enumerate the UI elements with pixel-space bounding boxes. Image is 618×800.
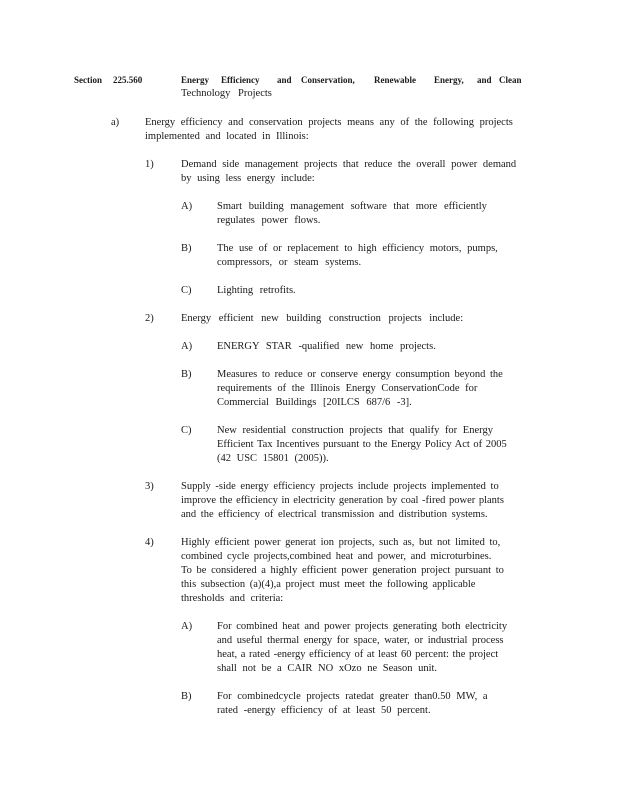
item-4-line: this subsection (a)(4),a project must meet the following applicable — [181, 579, 476, 590]
title-word: Energy, — [434, 75, 464, 85]
item-4A-line: heat, a rated -energy efficiency of at least 60 percent: the project — [217, 649, 499, 660]
item-2A-line: ENERGY STAR -qualified new home projects. — [217, 341, 436, 352]
item-1A-line: Smart building management software that more efficiently — [217, 201, 487, 212]
item-2-line: Energy efficient new building construction projects include: — [181, 313, 464, 324]
item-2B-line: Commercial Buildings [20ILCS 687/6 -3]. — [217, 397, 412, 408]
item-2C-line: Efficient Tax Incentives pursuant to the Energy Policy Act of 2005 — [217, 439, 507, 450]
item-2B-line: requirements of the Illinois Energy ConservationCode for — [217, 383, 478, 394]
item-1C-line: Lighting retrofits. — [217, 285, 296, 296]
item-1B-line: compressors, or steam systems. — [217, 257, 362, 268]
title-word: Energy — [181, 75, 209, 85]
item-2C-line: (42 USC 15801 (2005)). — [217, 453, 329, 464]
item-1A-marker: A) — [181, 201, 193, 212]
subsection-a-marker: a) — [111, 117, 120, 128]
subsection-a-line: Energy efficiency and conservation projects means any of the following projects — [145, 117, 513, 128]
section-number: 225.560 — [113, 75, 143, 85]
item-3-marker: 3) — [145, 481, 154, 492]
title-word: Efficiency — [221, 75, 260, 85]
item-4A-line: shall not be a CAIR NO xOzo ne Season unit. — [217, 663, 438, 674]
item-1B-marker: B) — [181, 243, 192, 254]
item-4A-line: and useful thermal energy for space, water, or industrial process — [217, 635, 504, 646]
title-word: and — [477, 75, 492, 85]
item-2A-marker: A) — [181, 341, 193, 352]
item-1-marker: 1) — [145, 159, 154, 170]
title-word: and — [277, 75, 292, 85]
item-4B-marker: B) — [181, 691, 192, 702]
item-4-marker: 4) — [145, 537, 154, 548]
item-3-line: Supply -side energy efficiency projects include projects implemented to — [181, 481, 499, 492]
item-2C-line: New residential construction projects that qualify for Energy — [217, 425, 493, 436]
item-3-line: and the efficiency of electrical transmission and distribution systems. — [181, 509, 488, 520]
item-4A-line: For combined heat and power projects generating both electricity — [217, 621, 508, 632]
title-word: Renewable — [374, 75, 416, 85]
title-word: Conservation, — [301, 75, 355, 85]
item-4-line: combined cycle projects,combined heat and power, and microturbines. — [181, 551, 492, 562]
title-word: Clean — [499, 75, 522, 85]
item-1A-line: regulates power flows. — [217, 215, 321, 226]
section-label: Section — [74, 75, 102, 85]
item-1C-marker: C) — [181, 285, 192, 296]
item-4B-line: For combinedcycle projects ratedat greater than0.50 MW, a — [217, 691, 488, 702]
item-1B-line: The use of or replacement to high efficiency motors, pumps, — [217, 243, 498, 254]
item-4A-marker: A) — [181, 621, 193, 632]
item-2C-marker: C) — [181, 425, 192, 436]
item-4-line: Highly efficient power generat ion projects, such as, but not limited to, — [181, 537, 501, 548]
item-1-line: Demand side management projects that reduce the overall power demand — [181, 159, 517, 170]
item-4-line: To be considered a highly efficient power generation project pursuant to — [181, 565, 504, 576]
item-1-line: by using less energy include: — [181, 173, 315, 184]
item-2-marker: 2) — [145, 313, 154, 324]
item-4B-line: rated -energy efficiency of at least 50 percent. — [217, 705, 431, 716]
item-3-line: improve the efficiency in electricity generation by coal -fired power plants — [181, 495, 504, 506]
subsection-a-line: implemented and located in Illinois: — [145, 131, 309, 142]
item-2B-line: Measures to reduce or conserve energy consumption beyond the — [217, 369, 503, 380]
item-2B-marker: B) — [181, 369, 192, 380]
section-title-line2: Technology Projects — [181, 88, 272, 99]
item-4-line: thresholds and criteria: — [181, 593, 284, 604]
